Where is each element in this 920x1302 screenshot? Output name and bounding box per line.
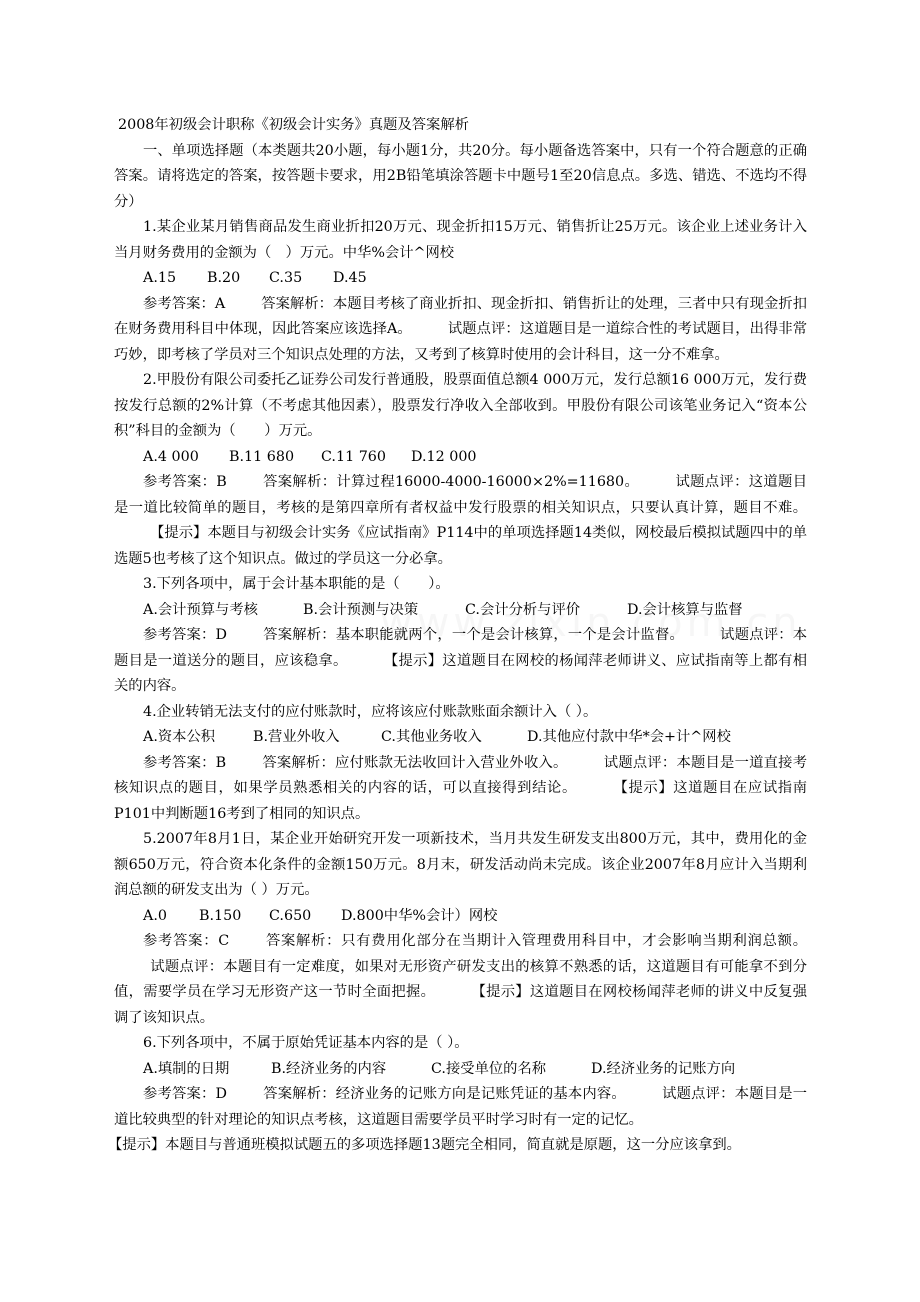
option-c: C.其他业务收入 xyxy=(381,729,482,745)
option-row xyxy=(114,725,807,751)
question-review: 试题点评：本题目是一道比较典型的针对理论的知识点考核，这道题目需要学员平时学习时有一定的记忆。 xyxy=(114,1086,808,1128)
option-a: A.0 xyxy=(143,907,167,924)
question-stem: 1.某企业某月销售商品发生商业折扣20万元、现金折扣15万元、销售折让25万元。该企业上述业务计入当月财务费用的金额为（ ）万元。中华%会计^网校 xyxy=(114,219,807,261)
question-stem: 4.企业转销无法支付的应付账款时，应将该应付账款账面余额计入（ ）。 xyxy=(143,703,598,720)
option-d: D.45 xyxy=(333,270,367,286)
question-stem: 5.2007年8月1日，某企业开始研究开发一项新技术，当月共发生研发支出800万元，其中，费用化的金额650万元，符合资本化条件的金额150万元。8月末，研发活动尚未完成。该企业2007年8月应计入当期利润总额的研发支出为（ ）万元。 xyxy=(114,831,807,898)
reference-answer: 参考答案：B xyxy=(143,754,227,771)
option-c: C.650 xyxy=(269,907,312,924)
question-review: 试题点评：本题目是一道直接考核知识点的题目，如果学员熟悉相关的内容的话，可以直接得到结论。 xyxy=(114,754,807,796)
question-tip: 【提示】本题目与初级会计实务《应试指南》P114中的单项选择题14类似，网校最后模拟试题四中的单选题5也考核了这个知识点。做过的学员这一分必拿。 xyxy=(114,525,807,567)
option-row xyxy=(114,1057,807,1083)
document-title: 2008年初级会计职称《初级会计实务》真题及答案解析 xyxy=(118,117,469,133)
answer-analysis: 答案解析：应付账款无法收回计入营业外收入。 xyxy=(262,754,568,771)
answer-analysis: 答案解析：计算过程16000-4000-16000×2%=11680。 xyxy=(262,474,640,490)
document-content xyxy=(108,113,808,1159)
answer-block xyxy=(114,292,807,369)
option-b: B.经济业务的内容 xyxy=(271,1060,387,1077)
question-tip: 【提示】这道题目在网校杨闻萍老师的讲义中反复强调了该知识点。 xyxy=(114,984,808,1026)
option-b: B.150 xyxy=(199,907,242,924)
question-stem: 6.下列各项中，不属于原始凭证基本内容的是（ ）。 xyxy=(143,1035,469,1051)
option-d: D.经济业务的记账方向 xyxy=(591,1060,736,1077)
question-review: 试题点评：这道题目是一道比较简单的题目，考核的是第四章所有者权益中发行股票的相关知识点，只要认真计算，题目不难。 xyxy=(114,474,807,516)
option-c: C.接受单位的名称 xyxy=(431,1060,547,1077)
option-c: C.11 760 xyxy=(321,448,386,465)
option-b: B.11 680 xyxy=(229,448,295,465)
option-b: B.营业外收入 xyxy=(253,729,340,745)
option-d: D.会计核算与监督 xyxy=(627,601,743,618)
option-a: A.15 xyxy=(143,270,177,286)
option-d: D.12 000 xyxy=(411,448,477,465)
reference-answer: 参考答案：C xyxy=(143,933,230,949)
answer-block xyxy=(114,623,807,700)
section-heading: 一、单项选择题（本类题共20小题，每小题1分，共20分。每小题备选答案中，只有一个符合题意的正确答案。请将选定的答案，按答题卡要求，用2B铅笔填涂答题卡中题号1至20信息点。多选、错选、不选均不得分） xyxy=(114,142,807,210)
question-stem: 2.甲股份有限公司委托乙证券公司发行普通股，股票面值总额4 000万元，发行总额16 000万元，发行费按发行总额的2%计算（不考虑其他因素），股票发行净收入全部收到。甲股份有限公司该笔业务记入“资本公积”科目的金额为（ ）万元。 xyxy=(114,372,807,439)
question-review: 试题点评：本题目是一道送分的题目，应该稳拿。 xyxy=(114,627,808,669)
answer-analysis: 答案解析：只有费用化部分在当期计入管理费用科目中，才会影响当期利润总额。 xyxy=(265,933,807,949)
option-c: C.35 xyxy=(269,270,303,286)
answer-block xyxy=(114,1082,807,1133)
option-a: A.资本公积 xyxy=(143,729,216,745)
question-list xyxy=(108,215,808,1159)
answer-analysis: 答案解析：经济业务的记账方向是记账凭证的基本内容。 xyxy=(263,1086,626,1102)
reference-answer: 参考答案：A xyxy=(143,295,226,312)
answer-analysis: 答案解析：基本职能就两个，一个是会计核算，一个是会计监督。 xyxy=(263,627,684,643)
answer-block xyxy=(114,470,807,572)
reference-answer: 参考答案：B xyxy=(143,474,227,490)
option-a: A.4 000 xyxy=(143,448,199,465)
question-tip: 【提示】本题目与普通班模拟试题五的多项选择题13题完全相同，简直就是原题，这一分应该拿到。 xyxy=(108,1137,741,1153)
question-review: 试题点评：这道题目是一道综合性的考试题目，出得非常巧妙，即考核了学员对三个知识点处理的方法，又考到了核算时使用的会计科目，这一分不难拿。 xyxy=(114,321,808,363)
answer-analysis: 答案解析：本题目考核了商业折扣、现金折扣、销售折让的处理，三者中只有现金折扣在财务费用科目中体现，因此答案应该选择A。 xyxy=(114,295,808,337)
reference-answer: 参考答案：D xyxy=(143,627,228,643)
option-c: C.会计分析与评价 xyxy=(465,601,581,618)
option-row xyxy=(114,445,807,471)
option-row xyxy=(114,598,807,624)
option-d: D.800中华%会计）网校 xyxy=(341,907,498,924)
question-tip: 【提示】这道题目在应试指南P101中判断题16考到了相同的知识点。 xyxy=(114,780,808,822)
option-a: A.填制的日期 xyxy=(143,1060,230,1077)
option-b: B.会计预测与决策 xyxy=(303,601,419,618)
answer-block xyxy=(114,929,807,1031)
option-row xyxy=(114,266,807,292)
reference-answer: 参考答案：D xyxy=(143,1086,228,1102)
option-a: A.会计预算与考核 xyxy=(143,601,258,618)
question-review: 试题点评：本题目有一定难度，如果对无形资产研发支出的核算不熟悉的话，这道题目有可能拿不到分值，需要学员在学习无形资产这一节时全面把握。 xyxy=(114,958,807,1000)
option-row xyxy=(114,904,807,930)
answer-block xyxy=(114,751,807,828)
question-stem: 3.下列各项中，属于会计基本职能的是（ ）。 xyxy=(143,576,450,592)
option-d: D.其他应付款中华*会+计^网校 xyxy=(527,729,731,745)
question-tip: 【提示】这道题目在网校的杨闻萍老师讲义、应试指南等上都有相关的内容。 xyxy=(114,652,808,694)
option-b: B.20 xyxy=(207,270,241,286)
